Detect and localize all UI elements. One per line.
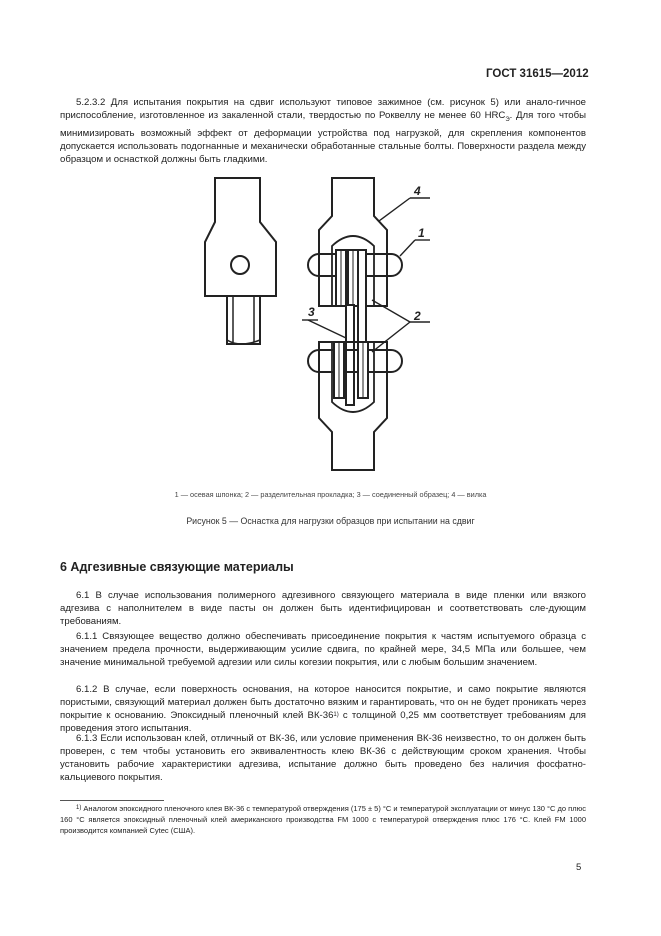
joined-specimen-upper	[358, 250, 366, 350]
figure-caption: Рисунок 5 — Оснастка для нагрузки образцов при испытании на сдвиг	[186, 516, 475, 526]
paragraph-6-1: 6.1 В случае использования полимерного адгезивного связующего материала в виде пленки или вязкого адгезива с наполнителем в виде пасты он должен быть идентифицирован и соответствовать сле-дующим требованиям.	[60, 590, 586, 628]
footnote-ref: 1)	[333, 712, 339, 719]
footnote: $^{1)}$ Аналогом эпоксидного пленочного клея ВК-36 с температурой отверждения (175 ± 5) °С и температурой эксплуатации от минус 130 °С до плюс 160 °С является эпоксидный пленочный клей американского производства FM 1000 с температурой отверждения плюс 176 °С. Клей FM 1000 производится компанией Cytec (США).	[60, 804, 586, 836]
fixture-drawing	[200, 170, 460, 480]
figure-legend: 1 — осевая шпонка; 2 — разделительная прокладка; 3 — соединенный образец; 4 — вилка	[174, 490, 487, 499]
section-title: 6 Адгезивные связующие материалы	[60, 560, 294, 574]
label-1: 1	[418, 226, 425, 240]
paragraph-6-1-3: 6.1.3 Если использован клей, отличный от ВК-36, или условие применения ВК-36 неизвестно, то он должен быть проверен, с тем чтобы установить его эквивалентность клею ВК-36 с действующим сроком хранения. Чтобы установить рабочие характеристики адгезива, испытание должно быть проведено без наличия фосфатно-кальциевого покрытия.	[60, 733, 586, 784]
paragraph-5-2-3-2: 5.2.3.2 Для испытания покрытия на сдвиг используют типовое зажимное (см. рисунок 5) или анало-гичное приспособление, изготовленное из закаленной стали, твердостью по Роквеллу не менее 60 $HRC_Э$. Для того чтобы минимизировать возможный эффект от деформации устройства под нагрузкой, для скрепления компонентов допускается использовать подогнанные и механически обработанные стальные болты. Поверхности раздела между образцом и оснасткой должны быть гладкими.	[60, 97, 586, 166]
joined-specimen-lower	[346, 305, 354, 405]
left-axial-pin-hole	[231, 256, 249, 274]
label-2: 2	[414, 309, 421, 323]
page-number: 5	[576, 862, 582, 873]
label-4: 4	[414, 184, 421, 198]
left-clevis-body	[205, 178, 276, 296]
left-specimen-stub	[227, 296, 260, 344]
footnote-divider	[60, 800, 164, 801]
figure-5-shear-fixture	[200, 170, 460, 480]
paragraph-6-1-1: 6.1.1 Связующее вещество должно обеспечивать присоединение покрытия к частям испытуемого образца с значением предела прочности, выдерживающим усилие сдвига, по крайней мере, 34,5 МПа или большее, чем значение минимальной требуемой адгезии или силы когезии покрытия, или с любым большим значением.	[60, 631, 586, 669]
label-3: 3	[308, 305, 315, 319]
paragraph-6-1-2: 6.1.2 В случае, если поверхность основания, на которое наносится покрытие, и само покрытие являются пористыми, связующий материал должен быть достаточно вязким и гарантировать, что он не будет проникать через покрытие к основанию. Эпоксидный пленочный клей ВК-36$^{1)}$ с толщиной 0,25 мм соответствует требованиям для проведения этого испытания.	[60, 684, 586, 735]
document-code: ГОСТ 31615—2012	[486, 68, 589, 80]
